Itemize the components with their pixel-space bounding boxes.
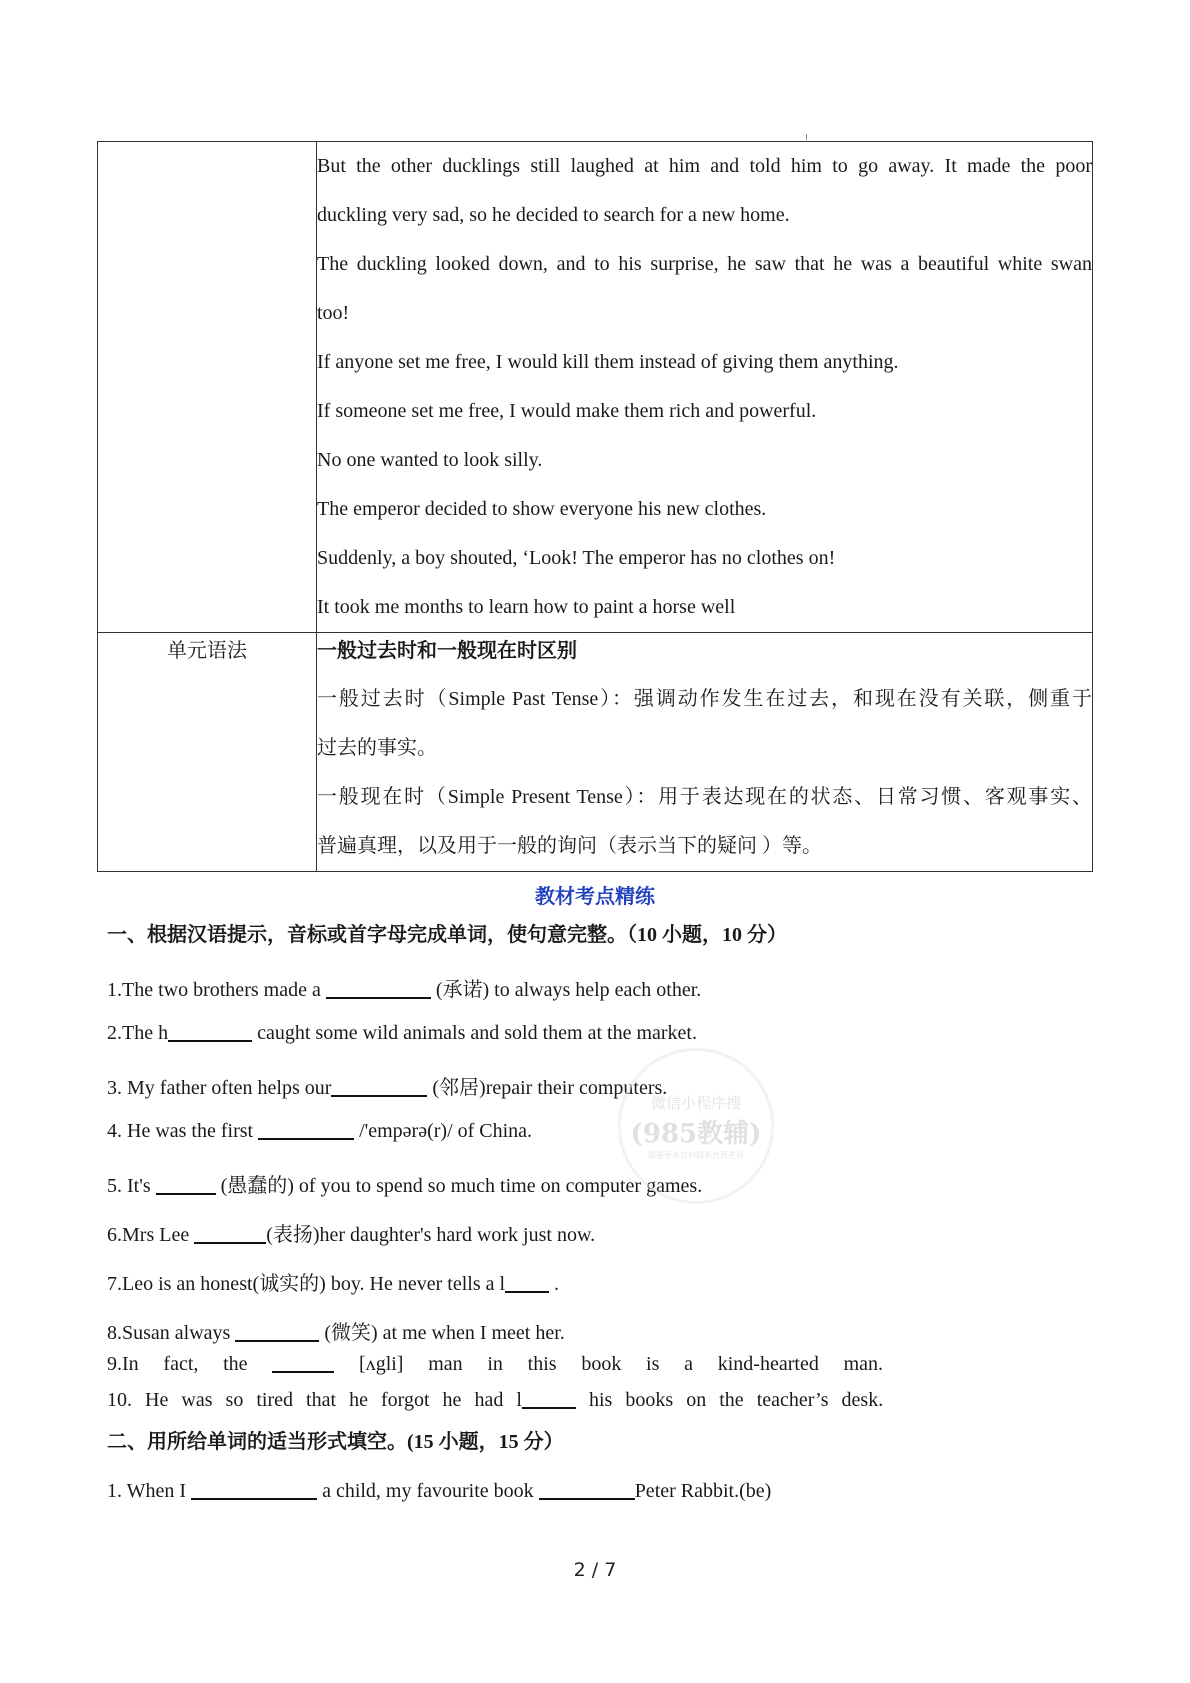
question-text: /'empərə(r)/ of China.	[354, 1120, 533, 1142]
question-word: a	[684, 1353, 694, 1375]
question-4	[107, 1120, 532, 1143]
question-5	[107, 1169, 702, 1198]
question-text: 6.Mrs Lee	[107, 1224, 195, 1246]
question-text: (表扬)her daughter's hard work just now.	[266, 1224, 596, 1246]
question-text: .	[549, 1273, 560, 1295]
question-word: 10.	[107, 1389, 132, 1411]
question-text: Peter Rabbit.(be)	[634, 1480, 772, 1502]
question-text: 4. He was the first	[107, 1120, 259, 1142]
question-word: books	[625, 1389, 674, 1411]
question-word: he	[349, 1389, 368, 1411]
sentence-row-label-cell	[98, 142, 317, 633]
sentence-row	[98, 142, 1093, 633]
question-7	[107, 1267, 559, 1296]
watermark-top-text: 微信小程序搜	[650, 1093, 741, 1112]
answer-blank[interactable]	[331, 1077, 427, 1097]
grammar-cell	[317, 633, 1093, 872]
sentence-line: If someone set me free, I would make them rich and powerful.	[317, 400, 817, 422]
question-word: He	[145, 1389, 169, 1411]
question-text: 2.The h	[107, 1022, 169, 1044]
question-word: this	[527, 1353, 557, 1375]
question-word: in	[487, 1353, 503, 1375]
page-number: 2 / 7	[573, 1559, 617, 1581]
question-text: (邻居)repair their computers.	[427, 1077, 668, 1099]
question-word: had	[474, 1389, 504, 1411]
question-text: caught some wild animals and sold them at the market.	[252, 1022, 697, 1044]
question-text: 1. When I	[107, 1480, 192, 1502]
question-text: 3. My father often helps our	[107, 1077, 332, 1099]
question-word: that	[306, 1389, 337, 1411]
question-9	[107, 1353, 883, 1376]
question-word: book	[581, 1353, 622, 1375]
question-word: 9.In	[107, 1353, 139, 1375]
grammar-line: 一般过去时（Simple Past Tense）：强调动作发生在过去，和现在没有关联，侧重于	[317, 688, 1092, 710]
question-word: desk.	[841, 1389, 884, 1411]
sentence-cell	[317, 142, 1093, 633]
question-text: (微笑) at me when I meet her.	[319, 1322, 565, 1344]
question-word: l	[516, 1389, 522, 1411]
question-word: was	[181, 1389, 213, 1411]
answer-blank[interactable]	[168, 1022, 252, 1042]
grammar-line: 一般现在时（Simple Present Tense）：用于表达现在的状态、日常习惯、客观事实、	[317, 786, 1092, 808]
question-word: teacher’s	[756, 1389, 829, 1411]
question-1	[107, 973, 701, 1002]
question-word: kind-hearted	[717, 1353, 819, 1375]
answer-blank[interactable]	[326, 979, 431, 999]
sentence-line: But the other ducklings still laughed at him and told him to go away. It made the poor	[317, 155, 1092, 177]
sentence-line: The emperor decided to show everyone his new clothes.	[317, 498, 767, 520]
grammar-line: 普遍真理，以及用于一般的询问（表示当下的疑问 ）等。	[317, 835, 822, 857]
sentence-line: The duckling looked down, and to his surprise, he saw that he was a beautiful white swan	[317, 253, 1092, 275]
sentence-line: It took me months to learn how to paint a horse well	[317, 596, 736, 618]
answer-blank[interactable]	[522, 1389, 576, 1409]
question-word: his	[588, 1389, 613, 1411]
watermark-small-text: 需要更多资料联系优质老师	[648, 1150, 744, 1160]
answer-blank[interactable]	[156, 1175, 216, 1195]
question-text: (愚蠢的) of you to spend so much time on computer games.	[215, 1175, 703, 1197]
sentence-line: Suddenly, a boy shouted, ‘Look! The emperor has no clothes on!	[317, 547, 836, 569]
sentence-line: If anyone set me free, I would kill them instead of giving them anything.	[317, 351, 899, 373]
question-6	[107, 1218, 595, 1247]
sentence-line: duckling very sad, so he decided to search for a new home.	[317, 204, 790, 226]
sentence-line: too!	[317, 302, 350, 324]
question-text: (承诺) to always help each other.	[430, 979, 702, 1001]
question-3	[107, 1071, 667, 1100]
question-text: 7.Leo is an honest(诚实的) boy. He never tells a l	[107, 1273, 506, 1295]
question-word: fact,	[163, 1353, 199, 1375]
question-text: a child, my favourite book	[317, 1480, 539, 1502]
grammar-label-cell	[98, 633, 317, 872]
question-text: 1.The two brothers made a	[107, 979, 326, 1001]
section-heading: 教材考点精练	[535, 886, 655, 908]
answer-blank[interactable]	[235, 1322, 319, 1342]
grammar-line: 过去的事实。	[317, 737, 437, 759]
question-word: tired	[256, 1389, 294, 1411]
grammar-title: 一般过去时和一般现在时区别	[317, 640, 577, 662]
watermark-seal	[618, 1048, 774, 1204]
answer-blank[interactable]	[505, 1273, 549, 1293]
watermark-main-text: (985教辅)	[630, 1118, 762, 1149]
question-2	[107, 1022, 697, 1045]
question-text: 5. It's	[107, 1175, 156, 1197]
question-10	[107, 1389, 883, 1412]
question-word: forgot	[381, 1389, 430, 1411]
part2-title: 二、用所给单词的适当形式填空。(15 小题，15 分）	[107, 1431, 564, 1453]
question-word: the	[719, 1389, 744, 1411]
question-word: is	[646, 1353, 660, 1375]
part1-title: 一、根据汉语提示，音标或首字母完成单词，使句意完整。（10 小题，10 分）	[107, 924, 787, 946]
page-tick-mark	[806, 134, 807, 140]
answer-blank[interactable]	[258, 1120, 354, 1140]
sentence-line: No one wanted to look silly.	[317, 449, 543, 471]
question-text: 8.Susan always	[107, 1322, 236, 1344]
grammar-row	[98, 633, 1093, 872]
answer-blank[interactable]	[194, 1224, 266, 1244]
content-table	[97, 141, 1093, 872]
grammar-label: 单元语法	[167, 640, 247, 662]
question-word: he	[442, 1389, 462, 1411]
question-word: man	[428, 1353, 463, 1375]
question-word: on	[686, 1389, 707, 1411]
question-word: [ʌgli]	[359, 1353, 404, 1375]
answer-blank[interactable]	[539, 1480, 635, 1500]
part2-question-1	[107, 1480, 771, 1503]
answer-blank[interactable]	[191, 1480, 317, 1500]
question-word: man.	[843, 1353, 883, 1375]
question-word: the	[223, 1353, 248, 1375]
answer-blank[interactable]	[272, 1353, 334, 1373]
question-8	[107, 1316, 565, 1345]
question-word: so	[225, 1389, 244, 1411]
